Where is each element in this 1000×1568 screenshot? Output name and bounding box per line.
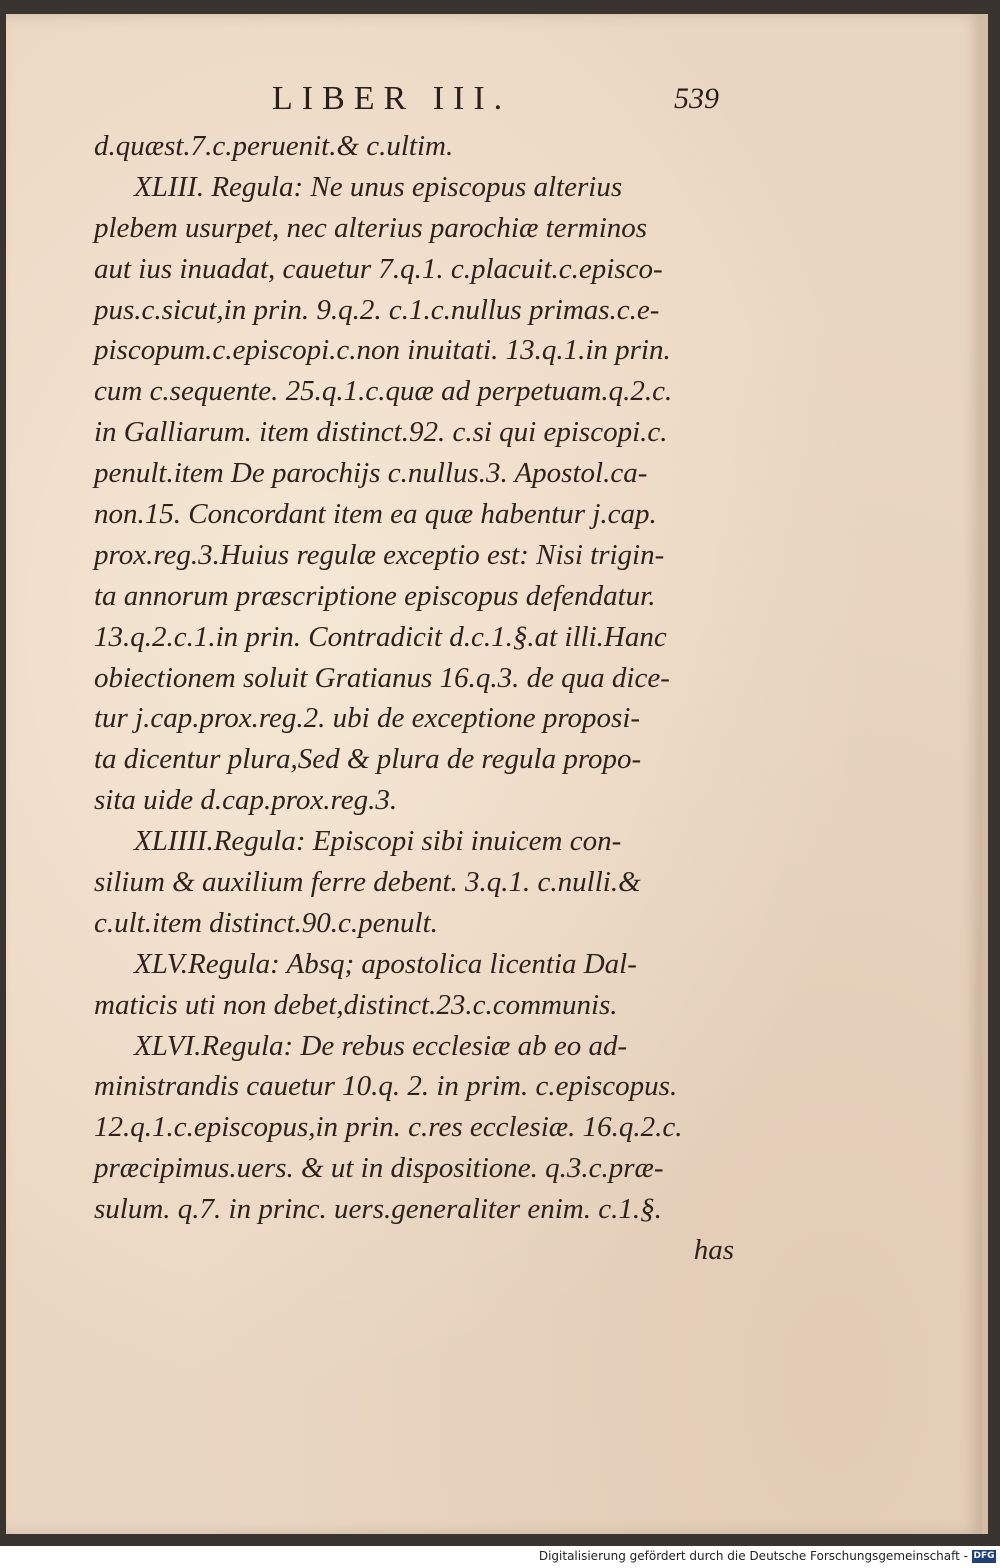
text-line: maticis uti non debet,distinct.23.c.communis. [94,988,618,1021]
text-line: plebem usurpet, nec alterius parochiæ terminos [94,211,648,244]
text-line: ta annorum præscriptione episcopus defendatur. [94,579,656,612]
footer-bar [0,1546,1000,1568]
text-line: penult.item De parochijs c.nullus.3. Apostol.ca- [94,457,648,490]
funding-credit: Digitalisierung gefördert durch die Deutsche Forschungsgemeinschaft - [538,1549,968,1563]
text-line: præcipimus.uers. & ut in dispositione. q.3.c.præ- [94,1152,664,1185]
text-line: non.15. Concordant item ea quæ habentur j.cap. [94,498,657,531]
text-line: d.quæst.7.c.peruenit.& c.ultim. [94,130,454,162]
text-line: ta dicentur plura,Sed & plura de regula propo- [94,743,642,776]
text-line: prox.reg.3.Huius regulæ exceptio est: Nisi trigin- [94,538,665,571]
catchword: has [693,1234,734,1267]
text-line: piscopum.c.episcopi.c.non inuitati. 13.q.1.in prin. [94,334,671,367]
text-line: pus.c.sicut,in prin. 9.q.2. c.1.c.nullus primas.c.e- [94,293,660,326]
page-header [6,80,982,124]
text-line: sita uide d.cap.prox.reg.3. [94,784,398,817]
text-line: XLIII. Regula: Ne unus episcopus alterius [134,170,623,203]
text-block [94,126,734,1271]
text-line: 13.q.2.c.1.in prin. Contradicit d.c.1.§.at illi.Hanc [94,620,667,653]
text-line: aut ius inuadat, cauetur 7.q.1. c.placuit.c.episco- [94,252,663,285]
text-line: obiectionem soluit Gratianus 16.q.3. de qua dice- [94,661,670,694]
text-line: silium & auxilium ferre debent. 3.q.1. c.nulli.& [94,866,641,899]
book-page [6,14,988,1534]
text-line: XLIIII.Regula: Episcopi sibi inuicem con- [134,825,622,858]
dfg-logo-icon: DFG [973,1551,995,1561]
text-line: 12.q.1.c.episcopus,in prin. c.res ecclesiæ. 16.q.2.c. [94,1111,683,1144]
text-line: tur j.cap.prox.reg.2. ubi de exceptione proposi- [94,702,641,735]
text-line: XLVI.Regula: De rebus ecclesiæ ab eo ad- [134,1029,628,1062]
text-line: XLV.Regula: Absq; apostolica licentia Dal- [134,947,637,980]
text-line: in Galliarum. item distinct.92. c.si qui episcopi.c. [94,416,668,449]
text-line: sulum. q.7. in princ. uers.generaliter enim. c.1.§. [94,1193,662,1226]
text-line: c.ult.item distinct.90.c.penult. [94,906,438,939]
page-number: 539 [674,82,719,115]
text-line: ministrandis cauetur 10.q. 2. in prim. c.episcopus. [94,1070,678,1103]
running-title: LIBER III. [272,80,512,117]
text-line: cum c.sequente. 25.q.1.c.quæ ad perpetuam.q.2.c. [94,375,673,408]
